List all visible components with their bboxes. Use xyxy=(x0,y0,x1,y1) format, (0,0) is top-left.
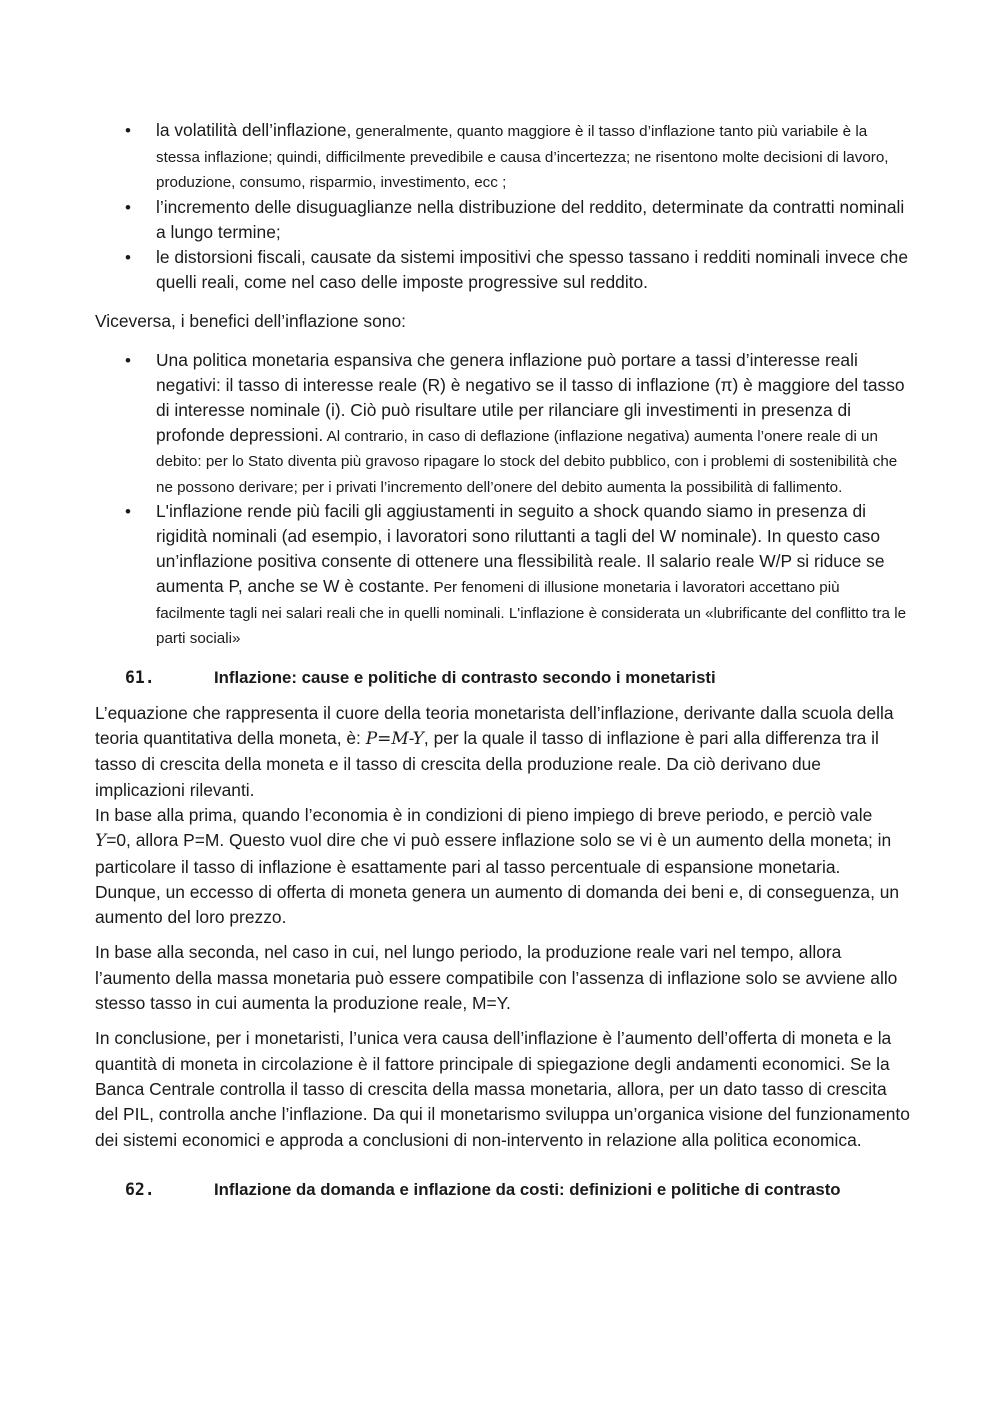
paragraph-text: , per la quale il tasso di inflazione è pari alla differenza tra il tasso di crescita della moneta e il tasso di crescita della produzione reale. Da ciò derivano due implicazioni rilevanti. xyxy=(95,728,879,800)
section-title: Inflazione da domanda e inflazione da costi: definizioni e politiche di contrasto xyxy=(214,1179,841,1199)
bullet-small-text: Al contrario, in caso di deflazione (inflazione negativa) aumenta l’onere reale di un debito: per lo Stato diventa più gravoso ripagare lo stock del debito pubblico, con i problemi di sostenibilità che ne possono derivare; per i privati l’incremento dell’onere del debito aumenta la possibilità di fallimento. xyxy=(156,427,898,496)
list-item xyxy=(95,118,910,195)
bullet-main-text: Una politica monetaria espansiva che genera inflazione può portare a tassi d’interesse reali negativi: il tasso di interesse reale (R) è negativo se il tasso di inflazione (π) è maggiore del tasso di interesse nominale (i). Ciò può risultare utile per rilanciare gli investimenti in presenza di profonde depressioni. xyxy=(156,349,905,445)
bullet-icon: • xyxy=(125,247,131,267)
formula: P=M-Y xyxy=(365,729,424,750)
bullet-icon: • xyxy=(125,197,131,217)
section-heading-61 xyxy=(95,665,910,691)
paragraph xyxy=(95,701,910,803)
benefits-bullet-list xyxy=(95,348,910,651)
paragraph: In base alla seconda, nel caso in cui, nel lungo periodo, la produzione reale vari nel tempo, allora l’aumento della massa monetaria può essere compatibile con l’assenza di inflazione solo se avviene allo stesso tasso in cui aumenta la produzione reale, M=Y. xyxy=(95,942,898,1014)
list-item xyxy=(95,499,910,651)
benefits-intro: Viceversa, i benefici dell’inflazione sono: xyxy=(95,310,406,331)
section-number: 61. xyxy=(125,667,155,687)
list-item xyxy=(95,245,910,295)
bullet-main-text: la volatilità dell’inflazione, xyxy=(156,120,352,140)
list-item xyxy=(95,348,910,500)
document-page xyxy=(95,118,910,1203)
bullet-icon: • xyxy=(125,121,131,140)
list-item xyxy=(95,195,910,245)
section-title: Inflazione: cause e politiche di contrasto secondo i monetaristi xyxy=(214,667,716,687)
bullet-small-text: Per fenomeni di illusione monetaria i lavoratori accettano più facilmente tagli nei salari reali che in quelli nominali. L'inflazione è considerata un «lubrificante del conflitto tra le parti sociali» xyxy=(156,579,907,648)
costs-bullet-list xyxy=(95,118,910,295)
bullet-small-text: generalmente, quanto maggiore è il tasso d’inflazione tanto più variabile è la stessa inflazione; quindi, difficilmente prevedibile e causa d’incertezza; ne risentono molte decisioni di lavoro, produzione, consumo, risparmio, investimento, ecc ; xyxy=(156,123,889,191)
bullet-main-text: l’incremento delle disuguaglianze nella distribuzione del reddito, determinate da contratti nominali a lungo termine; xyxy=(156,196,905,242)
bullet-main-text: le distorsioni fiscali, causate da sistemi impositivi che spesso tassano i redditi nominali invece che quelli reali, come nel caso delle imposte progressive sul reddito. xyxy=(156,246,909,292)
paragraph-text: =0, allora P=M. Questo vuol dire che vi può essere inflazione solo se vi è un aumento della moneta; in particolare il tasso di inflazione è esattamente pari al tasso percentuale di espansione monetaria. Dunque, un eccesso di offerta di moneta genera un aumento di domanda dei beni e, di conseguenza, un aumento del loro prezzo. xyxy=(95,830,900,928)
section-number: 62. xyxy=(125,1179,155,1199)
paragraph: In conclusione, per i monetaristi, l’unica vera causa dell’inflazione è l’aumento dell’offerta di moneta e la quantità di moneta in circolazione è il fattore principale di spiegazione degli andamenti economici. Se la Banca Centrale controlla il tasso di crescita della massa monetaria, allora, per un dato tasso di crescita del PIL, controlla anche l’inflazione. Da qui il monetarismo sviluppa un’organica visione del funzionamento dei sistemi economici e approda a conclusioni di non-intervento in relazione alla politica economica. xyxy=(95,1028,910,1150)
formula: Y xyxy=(95,831,107,852)
bullet-icon: • xyxy=(125,502,131,522)
paragraph-text: In base alla prima, quando l’economia è in condizioni di pieno impiego di breve periodo, e perciò vale xyxy=(95,804,873,825)
section-heading-62 xyxy=(95,1177,910,1203)
paragraph-text: L’equazione che rappresenta il cuore della teoria monetarista dell’inflazione, derivante dalla scuola della teoria quantitativa della moneta, è: xyxy=(95,702,894,749)
paragraph xyxy=(95,803,910,930)
bullet-icon: • xyxy=(125,350,131,370)
bullet-main-text: L'inflazione rende più facili gli aggiustamenti in seguito a shock quando siamo in presenza di rigidità nominali (ad esempio, i lavoratori sono riluttanti a tagli del W nominale). In questo caso un’inflazione positiva consente di ottenere una flessibilità reale. Il salario reale W/P si riduce se aumenta P, anche se W è costante. xyxy=(156,501,885,597)
